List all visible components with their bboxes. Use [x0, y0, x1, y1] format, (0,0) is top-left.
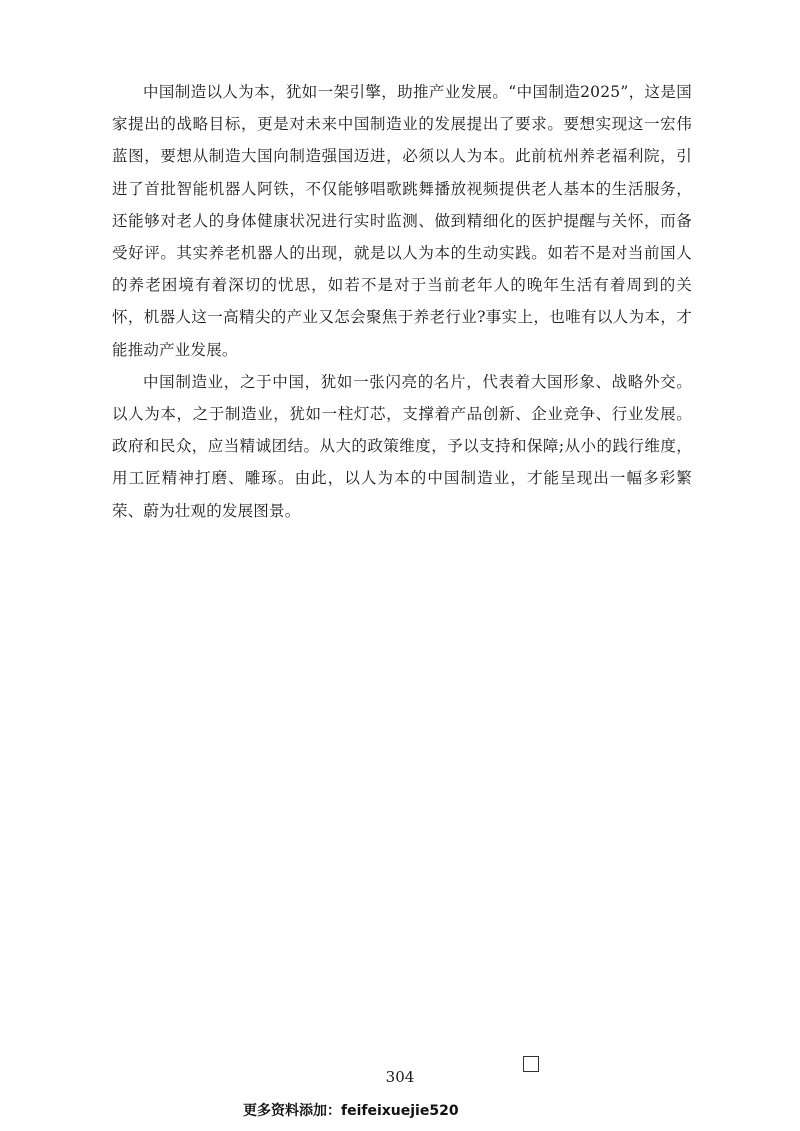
page-number: 304 — [385, 1068, 415, 1086]
body-text — [112, 76, 692, 527]
footer-note: 更多资料添加：feifeixuejie520 — [243, 1103, 459, 1119]
paragraph-1: 中国制造以人为本，犹如一架引擎，助推产业发展。“中国制造2025”，这是国家提出的战略目标，更是对未来中国制造业的发展提出了要求。要想实现这一宏伟蓝图，要想从制造大国向制造强国迈进，必须以人为本。此前杭州养老福利院，引进了首批智能机器人阿铁，不仅能够唱歌跳舞播放视频提供老人基本的生活服务，还能够对老人的身体健康状况进行实时监测、做到精细化的医护提醒与关怀，而备受好评。其实养老机器人的出现，就是以人为本的生动实践。如若不是对当前国人的养老困境有着深切的忧思，如若不是对于当前老年人的晚年生活有着周到的关怀，机器人这一高精尖的产业又怎会聚焦于养老行业?事实上，也唯有以人为本，才能推动产业发展。 — [112, 83, 692, 359]
paragraph-2: 中国制造业，之于中国，犹如一张闪亮的名片，代表着大国形象、战略外交。以人为本，之于制造业，犹如一柱灯芯，支撑着产品创新、企业竞争、行业发展。政府和民众，应当精诚团结。从大的政策维度，予以支持和保障;从小的践行维度，用工匠精神打磨、雕琢。由此，以人为本的中国制造业，才能呈现出一幅多彩繁荣、蔚为壮观的发展图景。 — [112, 372, 692, 520]
